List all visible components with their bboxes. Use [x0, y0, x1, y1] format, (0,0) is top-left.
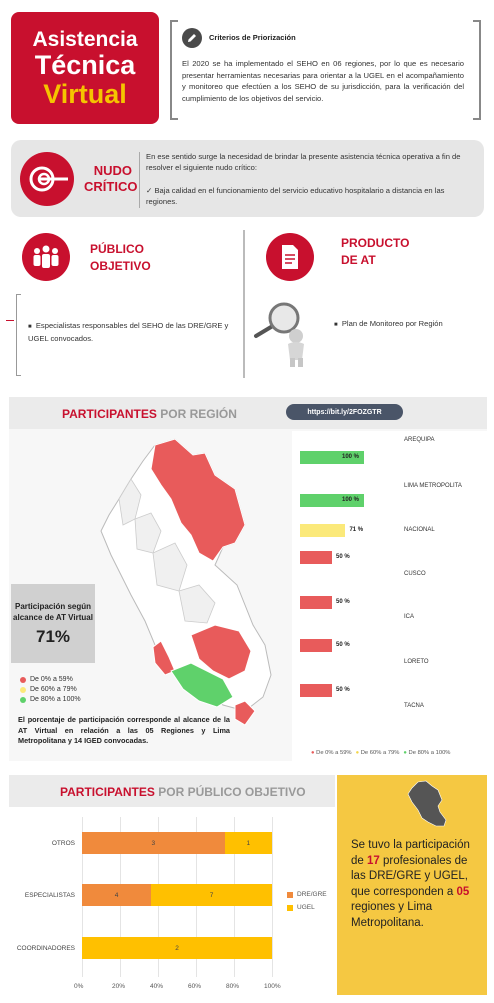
region-bar-value: 50 %: [336, 554, 350, 560]
legend-swatch: [287, 905, 293, 911]
legend-label: UGEL: [297, 904, 315, 911]
document-icon: [266, 233, 314, 281]
region-bar: [300, 551, 332, 564]
nudo-label-line-2: CRÍTICO: [84, 179, 138, 194]
region-title-light: POR REGIÓN: [160, 407, 237, 421]
region-label: TACNA: [404, 703, 424, 709]
producto-text-value: Plan de Monitoreo por Región: [341, 319, 443, 328]
bracket-left: [170, 20, 178, 120]
peru-map: [95, 435, 285, 735]
category-label: ESPECIALISTAS: [24, 892, 75, 899]
nudo-label-line-1: NUDO: [93, 163, 132, 178]
region-label: AREQUIPA: [404, 437, 435, 443]
nudo-critico-label: [84, 163, 138, 195]
region-bar-chart: [292, 431, 487, 746]
people-icon: [22, 233, 70, 281]
region-chart-legend-yellow: ● De 60% a 79%: [355, 750, 400, 756]
region-chart-legend-red-label: De 0% a 59%: [316, 750, 352, 756]
map-legend-red-label: De 0% a 59%: [30, 676, 73, 683]
peru-silhouette-icon: [404, 780, 450, 828]
region-label: CUSCO: [404, 571, 426, 577]
publico-text-value: Especialistas responsables del SEHO de las DRE/GRE y UGEL convocados.: [28, 321, 229, 343]
publico-title-line-2: OBJETIVO: [90, 259, 151, 273]
region-chart-legend-red: ● De 0% a 59%: [311, 750, 352, 756]
producto-title-line-1: PRODUCTO: [341, 236, 410, 250]
bar-segment-ugel: 7: [151, 884, 272, 906]
region-label: LORETO: [404, 659, 429, 665]
public-title-strong: PARTICIPANTES: [60, 785, 155, 799]
region-label: ICA: [404, 614, 415, 620]
title-line-2: Técnica: [34, 49, 136, 80]
nudo-bullet: ✓ Baja calidad en el funcionamiento del servicio educativo hospitalario a distancia en las regiones.: [146, 186, 445, 206]
criteria-title: Criterios de Priorización: [209, 33, 296, 42]
map-note: El porcentaje de participación corresponde al alcance de la AT Virtual en relación a las 05 Regiones y Lima Metropolitana y 14 IGED convocadas.: [18, 715, 230, 745]
producto-title-line-2: DE AT: [341, 253, 376, 267]
region-link-button[interactable]: https://bit.ly/2FOZGTR: [286, 404, 403, 420]
region-chart-legend-green-label: De 80% a 100%: [408, 750, 451, 756]
participation-box-title: Participación según alcance de AT Virtual: [13, 601, 93, 622]
summary-post: regiones y Lima Metropolitana.: [351, 901, 433, 929]
region-chart-legend: [311, 750, 450, 756]
x-tick-label: 20%: [112, 983, 126, 990]
region-bar-value: 50 %: [336, 687, 350, 693]
region-title: [62, 407, 237, 421]
criteria-text: El 2020 se ha implementado el SEHO en 06 regiones, por lo que es necesario presentar herramientas necesarias para orientar a la UGEL en el acompañamiento y monitoreo que efectúen a los SEHO de su jurisdicción, para la verificación del cumplimiento de los objetivos del servicio.: [182, 59, 464, 103]
region-bar: [300, 596, 332, 609]
bracket-right: [473, 20, 481, 120]
publico-marker: [6, 320, 14, 321]
legend-swatch: [287, 892, 293, 898]
region-label: NACIONAL: [404, 527, 435, 533]
producto-title: [341, 235, 409, 269]
map-legend-yellow: [20, 686, 81, 693]
region-bar: [300, 639, 332, 652]
map-legend-yellow-label: De 60% a 79%: [30, 686, 77, 693]
summary-mid: profesionales de las DRE/GRE y UGEL, que corresponden a: [351, 854, 468, 898]
region-bar-value: 100 %: [342, 454, 360, 460]
publico-bracket: [16, 294, 21, 376]
magnifier-figure-icon: [250, 296, 312, 368]
bar-segment-dre: 4: [82, 884, 151, 906]
nudo-text: En ese sentido surge la necesidad de brindar la presente asistencia técnica operativa a fin de resolver el siguiente nudo crítico:: [146, 152, 461, 172]
region-bar-value: 71 %: [349, 527, 364, 533]
publico-text: ■ Especialistas responsables del SEHO de las DRE/GRE y UGEL convocados.: [28, 321, 229, 343]
summary-n1: 17: [367, 854, 380, 867]
x-tick-label: 60%: [188, 983, 202, 990]
bar-segment-ugel: 2: [82, 937, 272, 959]
title-line-3: Virtual: [43, 78, 127, 109]
category-label: COORDINADORES: [16, 945, 75, 952]
region-bar-value: 100 %: [342, 497, 360, 503]
map-legend-green: [20, 696, 81, 703]
category-label: OTROS: [51, 840, 75, 847]
bar-segment-dre: 3: [82, 832, 225, 854]
x-gridline: [272, 817, 273, 977]
producto-text: ■ Plan de Monitoreo por Región: [334, 319, 443, 328]
region-bar: [300, 524, 345, 537]
title-banner: [11, 12, 159, 124]
participation-box-value: 71%: [35, 626, 71, 646]
map-legend-green-label: De 80% a 100%: [30, 696, 81, 703]
region-chart-legend-yellow-label: De 60% a 79%: [360, 750, 400, 756]
region-label: LIMA METROPOLITA: [404, 483, 462, 489]
region-chart-legend-green: ● De 80% a 100%: [403, 750, 451, 756]
bar-segment-ugel: 1: [225, 832, 273, 854]
nudo-divider: [139, 152, 140, 208]
region-bar-value: 50 %: [336, 599, 350, 605]
x-tick-label: 100%: [264, 983, 281, 990]
summary-pre: Se tuvo la participación de: [351, 839, 470, 867]
knot-icon: [20, 152, 74, 206]
region-bar: [300, 684, 332, 697]
section-divider: [243, 230, 245, 378]
participation-box: [11, 584, 95, 663]
publico-title: [90, 241, 151, 275]
x-tick-label: 40%: [150, 983, 164, 990]
region-bar-value: 50 %: [336, 642, 350, 648]
pencil-icon: [182, 28, 202, 48]
public-title: [60, 785, 306, 799]
legend-label: DRE/GRE: [297, 891, 327, 898]
summary-n2: 05: [456, 885, 470, 898]
region-title-strong: PARTICIPANTES: [62, 407, 157, 421]
summary-text: [351, 838, 475, 931]
title-line-1: Asistencia: [32, 27, 138, 51]
x-tick-label: 80%: [226, 983, 240, 990]
map-legend: [20, 676, 81, 703]
map-legend-red: [20, 676, 81, 683]
public-bar-chart: [9, 807, 335, 995]
public-title-light: POR PÚBLICO OBJETIVO: [158, 785, 306, 799]
publico-title-line-1: PÚBLICO: [90, 242, 144, 256]
x-tick-label: 0%: [74, 983, 84, 990]
